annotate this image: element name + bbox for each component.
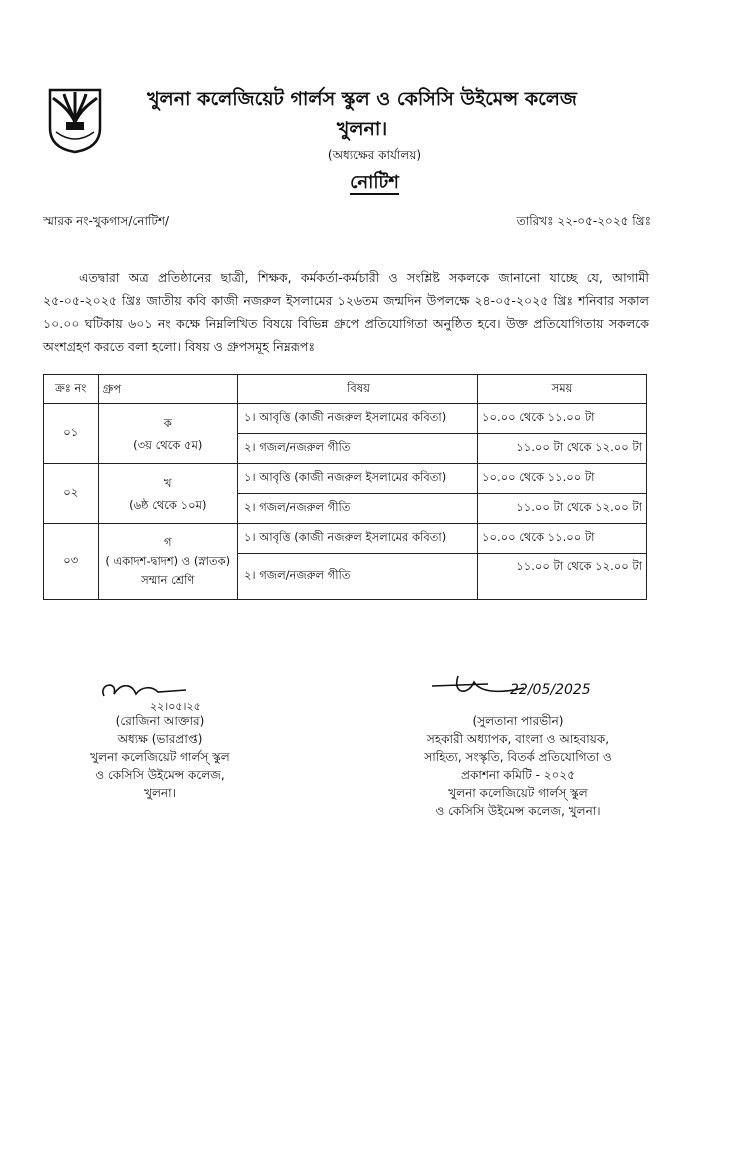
row-sl: ০১ — [44, 404, 99, 464]
principal-block — [60, 712, 260, 802]
row-subject: ২। গজল/নজরুল গীতি — [238, 434, 478, 464]
institution-city: খুলনা। — [336, 118, 388, 140]
row-sl: ০২ — [44, 464, 99, 524]
principal-org-line2: ও কেসিসি উইমেন্স কলেজ, — [95, 768, 225, 782]
row-subject: ১। আবৃত্তি (কাজী নজরুল ইসলামের কবিতা) — [238, 404, 478, 434]
principal-designation: অধ্যক্ষ (ভারপ্রাপ্ত) — [117, 732, 203, 746]
group-name: খ — [163, 475, 172, 490]
row-subject: ২। গজল/নজরুল গীতি — [238, 494, 478, 524]
row-time: ১১.০০ টা থেকে ১২.০০ টা — [478, 434, 647, 464]
row-group — [98, 524, 238, 600]
convener-line5: ও কেসিসি উইমেন্স কলেজ, খুলনা। — [435, 804, 601, 818]
principal-name: (রোজিনা আক্তার) — [115, 714, 205, 728]
notice-date: তারিখঃ ২২-০৫-২০২৫ খ্রিঃ — [516, 214, 651, 228]
institution-name: খুলনা কলেজিয়েট গার্লস স্কুল ও কেসিসি উইমেন্স কলেজ — [147, 88, 577, 110]
convener-signed-date: 22/05/2025 — [510, 682, 591, 698]
group-desc: (৩য় থেকে ৫ম) — [133, 437, 203, 452]
notice-title: নোটিশ — [350, 172, 399, 193]
row-time: ১১.০০ টা থেকে ১২.০০ টা — [478, 494, 647, 524]
row-time: ১০.০০ থেকে ১১.০০ টা — [478, 404, 647, 434]
row-time: ১০.০০ থেকে ১১.০০ টা — [478, 464, 647, 494]
convener-line1: সহকারী অধ্যাপক, বাংলা ও আহবায়ক, — [426, 732, 610, 746]
principal-org-line1: খুলনা কলেজিয়েট গার্লস্ স্কুল — [90, 750, 230, 764]
memo-number: স্মারক নং-খুকগাস/নোটিশ/ — [43, 214, 170, 228]
notice-title-wrap — [0, 168, 749, 199]
notice-body — [43, 266, 649, 358]
row-time: ১০.০০ থেকে ১১.০০ টা — [478, 524, 647, 554]
convener-name: (সুলতানা পারভীন) — [472, 714, 564, 728]
college-emblem-icon — [44, 84, 106, 154]
office-label: (অধ্যক্ষের কার্যালয়) — [327, 148, 422, 162]
row-subject: ২। গজল/নজরুল গীতি — [238, 554, 478, 600]
principal-org-line3: খুলনা। — [144, 786, 176, 800]
header-subject: বিষয় — [238, 375, 478, 404]
convener-line4: খুলনা কলেজিয়েট গার্লস্ স্কুল — [448, 786, 588, 800]
group-name: ক — [163, 415, 172, 430]
convener-line2: সাহিত্য, সংস্কৃতি, বিতর্ক প্রতিযোগিতা ও — [424, 750, 612, 764]
row-subject: ১। আবৃত্তি (কাজী নজরুল ইসলামের কবিতা) — [238, 464, 478, 494]
row-group — [98, 464, 238, 524]
institution-header — [112, 84, 612, 144]
table-row — [44, 524, 647, 554]
header-time: সময় — [478, 375, 647, 404]
competition-table — [43, 374, 647, 600]
row-group — [98, 404, 238, 464]
table-row — [44, 404, 647, 434]
convener-block — [368, 712, 668, 820]
convener-line3: প্রকাশনা কমিটি - ২০২৫ — [460, 768, 575, 782]
group-name: গ — [163, 535, 172, 549]
header-sl: ক্রঃ নং — [44, 375, 99, 404]
group-desc: ( একাদশ-দ্বাদশ) ও (স্নাতক) সম্মান শ্রেণি — [105, 554, 231, 587]
body-paragraph: এতদ্বারা অত্র প্রতিষ্ঠানের ছাত্রী, শিক্ষক, কর্মকর্তা-কর্মচারী ও সংশ্লিষ্ট সকলকে জানানো যাচ্ছে যে, আগামী ২৫-০৫-২০২৫ খ্রিঃ জাতীয় কবি কাজী নজরুল ইসলামের ১২৬তম জন্মদিন উপলক্ষে ২৪-০৫-২০২৫ খ্রিঃ শনিবার সকাল ১০.০০ ঘটিকায় ৬০১ নং কক্ষে নিম্নলিখিত বিষয়ে বিভিন্ন গ্রুপে প্রতিযোগিতা অনুষ্ঠিত হবে। উক্ত প্রতিযোগিতায় সকলকে অংশগ্রহণ করতে বলা হলো। বিষয় ও গ্রুপসমূহ নিম্নরূপঃ — [43, 270, 649, 354]
row-time: ১১.০০ টা থেকে ১২.০০ টা — [478, 554, 647, 600]
table-row — [44, 464, 647, 494]
table-header-row — [44, 375, 647, 404]
row-subject: ১। আবৃত্তি (কাজী নজরুল ইসলামের কবিতা) — [238, 524, 478, 554]
principal-signed-date: ২২।০৫।২৫ — [150, 700, 201, 713]
row-sl: ০৩ — [44, 524, 99, 600]
group-desc: (৬ষ্ঠ থেকে ১০ম) — [129, 497, 207, 512]
header-group: গ্রুপ — [98, 375, 238, 404]
